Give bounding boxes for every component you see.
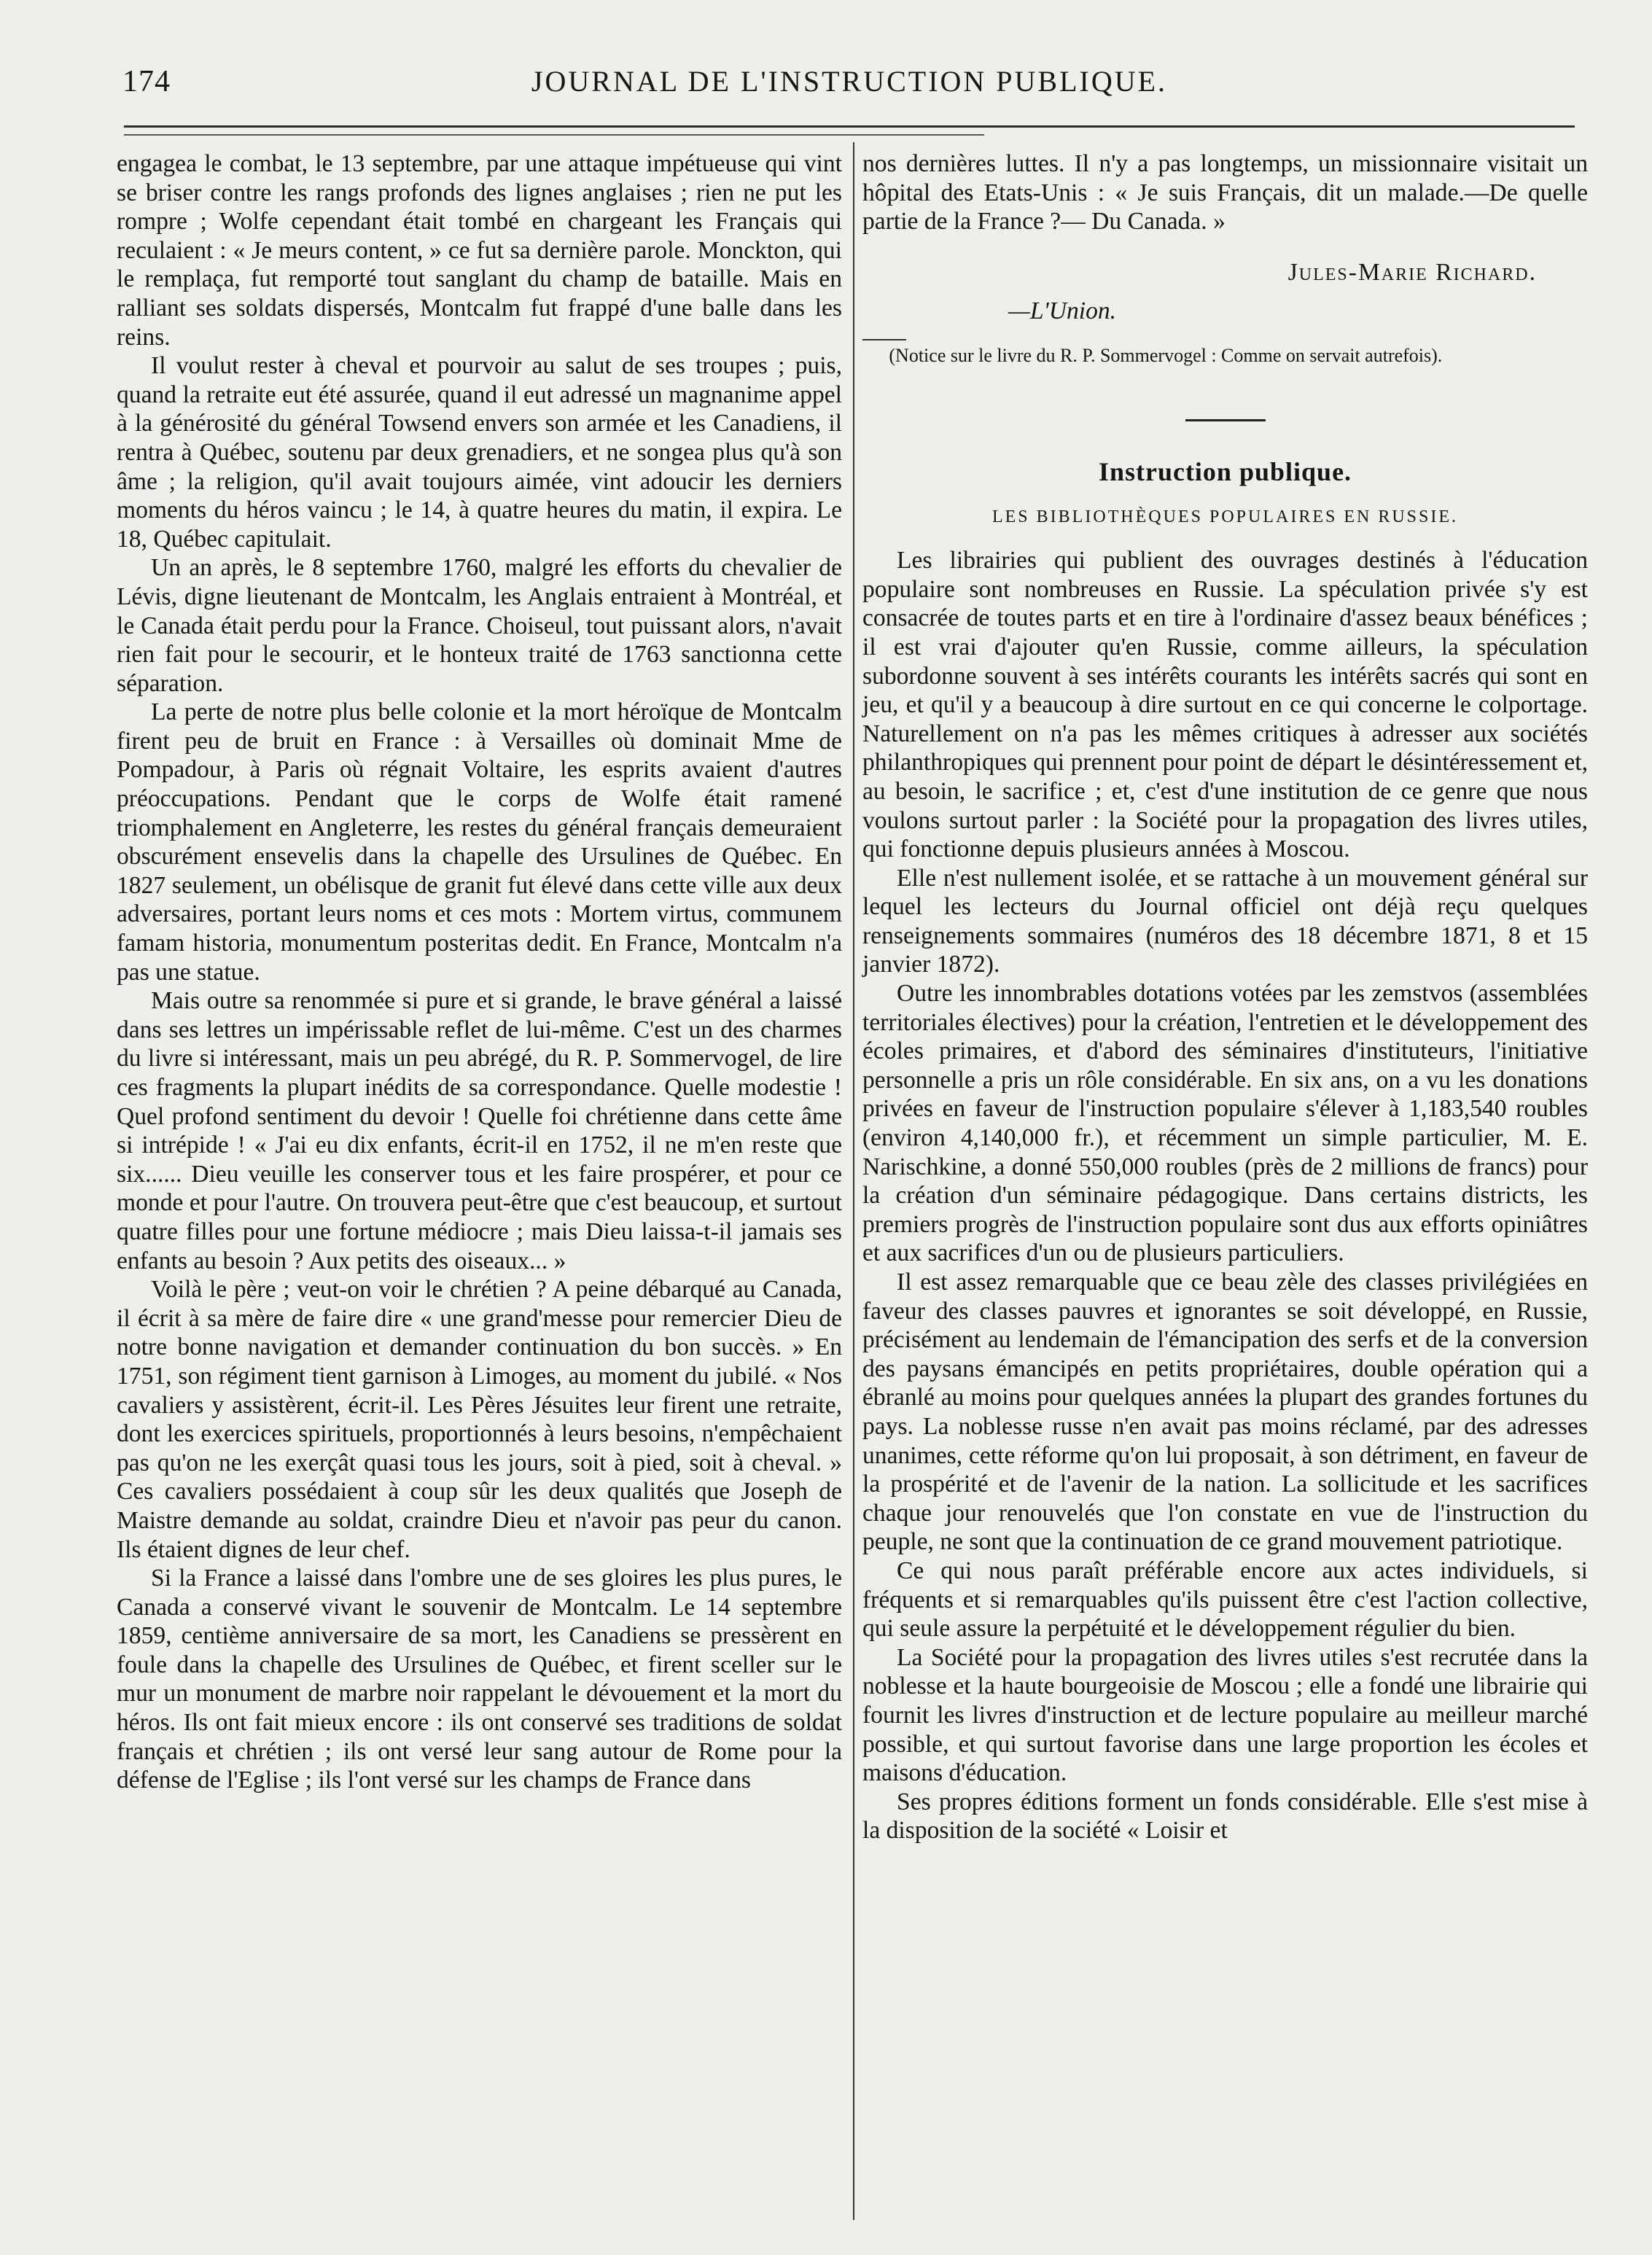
paragraph: La perte de notre plus belle colonie et la mort héroïque de Montcalm firent peu de bruit en France : à Versailles où dominait Mme de Pompadour, à Paris où régnait Voltaire, les esprits avaient d'autres préoccupations. Pendant que le corps de Wolfe était ramené triomphalement en Angleterre, les restes du général français demeuraient obscurément ensevelis dans la chapelle des Ursulines de Québec. En 1827 seulement, un obélisque de granit fut élevé dans cette ville aux deux adversaires, portant leurs noms et ces mots : Mortem virtus, communem famam historia, monumentum posteritas dedit. En France, Montcalm n'a pas une statue. [117,698,842,986]
section-heading: Instruction publique. [1098,456,1352,486]
source-line: —L'Union. [1008,297,1117,325]
paragraph: Un an après, le 8 septembre 1760, malgré les efforts du chevalier de Lévis, digne lieutenant de Montcalm, les Anglais entraient à Montréal, et le Canada était perdu pour la France. Choiseul, tout puissant alors, n'avait rien fait pour le secourir, et le honteux traité de 1763 sanctionna cette séparation. [117,554,842,697]
left-column [117,149,842,1795]
paragraph: Outre les innombrables dotations votées par les zemstvos (assemblées territoriales électives) pour la création, l'entretien et le développement des écoles primaires, et d'abord des séminaires d'instituteurs, l'initiative personnelle a pris un rôle considérable. En six ans, on a vu les donations privées en faveur de l'instruction populaire s'élever à 1,183,540 roubles (environ 4,140,000 fr.), et récemment un simple particulier, M. E. Narischkine, a donné 550,000 roubles (près de 2 millions de francs) pour la création d'un séminaire pédagogique. Dans certains districts, les premiers progrès de l'instruction populaire sont dus aux efforts opiniâtres et aux sacrifices d'un ou de plusieurs particuliers. [862,980,1588,1267]
paragraph-continuation: nos dernières luttes. Il n'y a pas longtemps, un missionnaire visitait un hôpital des Etats-Unis : « Je suis Français, dit un malade.—De quelle partie de la France ?— Du Canada. » [862,150,1588,235]
paragraph: Il est assez remarquable que ce beau zèle des classes privilégiées en faveur des classes pauvres et ignorantes se soit développé, en Russie, précisément au lendemain de l'émancipation des serfs et de la conversion des paysans émancipés en petits propriétaires, double opération qui a ébranlé au moins pour quelques années la plupart des grandes fortunes du pays. La noblesse russe n'en avait pas moins réclamé, par des adresses unanimes, cette réforme qu'on lui proposait, à son détriment, en faveur de la prospérité et de l'avenir de la nation. La sollicitude et les sacrifices chaque jour renouvelés que l'on constate en vue de l'instruction du peuple, ne sont que la continuation de ce grand mouvement patriotique. [862,1269,1588,1556]
paragraph: Voilà le père ; veut-on voir le chrétien ? A peine débarqué au Canada, il écrit à sa mère de faire dire « une grand'messe pour remercier Dieu de notre bonne navigation et demander continuation du bon succès. » En 1751, son régiment tient garnison à Limoges, au moment du jubilé. « Nos cavaliers y assistèrent, écrit-il. Les Pères Jésuites leur firent une retraite, dont les exercices spirituels, proportionnés à leurs besoins, n'empêchaient pas qu'on ne les exerçât quasi tous les jours, soit à pied, soit à cheval. » Ces cavaliers possédaient à coup sûr les deux qualités que Joseph de Maistre demande au soldat, craindre Dieu et n'avoir pas peur du canon. Ils étaient dignes de leur chef. [117,1276,842,1563]
paragraph: Mais outre sa renommée si pure et si grande, le brave général a laissé dans ses lettres un impérissable reflet de lui-même. C'est un des charmes du livre si intéressant, mais un peu abrégé, du R. P. Sommervogel, de lire ces fragments la plupart inédits de sa correspondance. Quelle modestie ! Quel profond sentiment du devoir ! Quelle foi chrétienne dans cette âme si intrépide ! « J'ai eu dix enfants, écrit-il en 1752, il ne m'en reste que six...... Dieu veuille les conserver tous et les faire prospérer, et pour ce monde et pour l'autre. On trouvera peut-être que c'est beaucoup, et surtout quatre filles pour une fortune médiocre ; mais Dieu laissa-t-il jamais ses enfants au besoin ? Aux petits des oiseaux... » [117,987,842,1274]
page-number: 174 [122,65,171,98]
paragraph: Les librairies qui publient des ouvrages destinés à l'éducation populaire sont nombreuses en Russie. La spéculation privée s'y est consacrée de toutes parts et en tire à l'ordinaire d'assez beaux bénéfices ; il est vrai d'ajouter qu'en Russie, comme ailleurs, la spéculation subordonne souvent à ses intérêts courants les intérêts sacrés qui sont en jeu, et qu'il y a beaucoup à dire surtout en ce qui concerne le colportage. Naturellement on n'a pas les mêmes critiques à adresser aux sociétés philanthropiques qui prennent pour point de départ le désintéressement et, au besoin, le sacrifice ; et, c'est d'une institution de ce genre que nous voulons surtout parler : la Société pour la propagation des livres utiles, qui fonctionne depuis plusieurs années à Moscou. [862,547,1588,863]
section-rule [1185,419,1266,421]
paragraph: Ce qui nous paraît préférable encore aux actes individuels, si fréquents et si remarquables qu'ils puissent être c'est l'action collective, qui seule assure la perpétuité et le développement régulier du bien. [862,1557,1588,1643]
section-subheading: LES BIBLIOTHÈQUES POPULAIRES EN RUSSIE. [991,507,1459,526]
header-rule [124,125,1575,128]
paragraph: Elle n'est nullement isolée, et se rattache à un mouvement général sur lequel les lecteurs du Journal officiel ont déjà reçu quelques renseignements sommaires (numéros des 18 décembre 1871, 8 et 15 janvier 1872). [862,864,1588,978]
paragraph: Si la France a laissé dans l'ombre une de ses gloires les plus pures, le Canada a conservé vivant le souvenir de Montcalm. Le 14 septembre 1859, centième anniversaire de sa mort, les Canadiens se pressèrent en foule dans la chapelle des Ursulines de Québec, et firent sceller sur le mur un monument de marbre noir rappelant le dévouement et la mort du héros. Ils ont fait mieux encore : ils ont conservé ses traditions de soldat français et chrétien ; ils ont versé leur sang autour de Rome pour la défense de l'Eglise ; ils l'ont versé sur les champs de France dans [117,1565,842,1794]
paragraph: Il voulut rester à cheval et pourvoir au salut de ses troupes ; puis, quand la retraite eut été assurée, quand il eut adressé un magnanime appel à la générosité du général Towsend envers son armée et les Canadiens, il rentra à Québec, soutenu par deux grenadiers, et ne songea plus qu'à son âme ; la religion, qu'il avait toujours aimée, vint adoucir les derniers moments du héros vaincu ; le 14, à quatre heures du matin, il expira. Le 18, Québec capitulait. [117,352,842,553]
column-divider [853,142,854,2220]
author-signature: Jules-Marie Richard. [1287,258,1537,286]
paragraph: engagea le combat, le 13 septembre, par une attaque impétueuse qui vint se briser contre les rangs profonds des lignes anglaises ; rien ne put les rompre ; Wolfe cependant était tombé en chargeant les Français qui reculaient : « Je meurs content, » ce fut sa dernière parole. Monckton, qui le remplaça, fut remporté tout sanglant du champ de bataille. Mais en ralliant ses soldats dispersés, Montcalm fut frappé d'une balle dans les reins. [117,150,842,351]
header-rule-secondary [124,134,984,136]
short-rule [862,339,906,340]
page-header [117,64,1582,108]
paragraph: Ses propres éditions forment un fonds considérable. Elle s'est mise à la disposition de la société « Loisir et [862,1788,1588,1845]
running-title: JOURNAL DE L'INSTRUCTION PUBLIQUE. [531,65,1168,98]
paragraph: La Société pour la propagation des livres utiles s'est recrutée dans la noblesse et la haute bourgeoisie de Moscou ; elle a fondé une librairie qui fournit les livres d'instruction et de lecture populaire au meilleur marché possible, et qui surtout favorise dans une large proportion les écoles et maisons d'éducation. [862,1643,1588,1787]
right-column [862,149,1588,1845]
book-notice: (Notice sur le livre du R. P. Sommervogel : Comme on servait autrefois). [889,344,1443,366]
